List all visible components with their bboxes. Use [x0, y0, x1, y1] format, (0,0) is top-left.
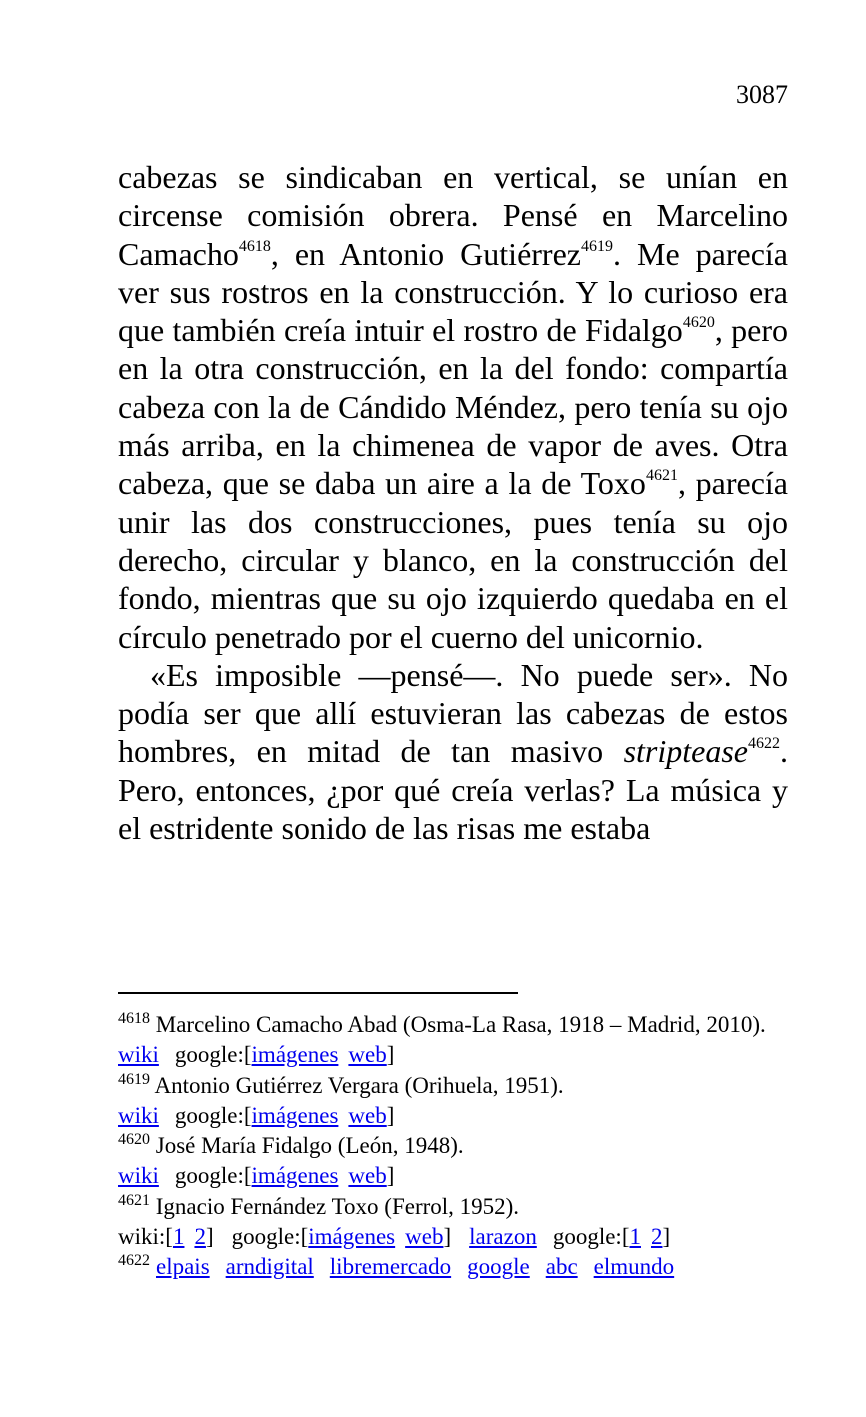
elpais-link[interactable]: elpais	[156, 1254, 210, 1280]
wiki-1-link[interactable]: 1	[172, 1224, 185, 1250]
wiki-link[interactable]: wiki	[118, 1163, 159, 1189]
footnote-ref-4620: 4620	[682, 314, 715, 332]
bracket-close: ]	[662, 1224, 671, 1250]
google-label: google:[	[552, 1224, 630, 1250]
images-link[interactable]: imágenes	[251, 1102, 339, 1128]
main-text	[118, 158, 788, 847]
footnote-number: 4618	[118, 1010, 150, 1027]
footnote-number: 4622	[118, 1252, 150, 1270]
wiki-label: wiki:[	[118, 1224, 173, 1250]
paragraph-1	[118, 158, 788, 656]
google-label: google:[	[174, 1102, 252, 1128]
footnote-number: 4620	[118, 1131, 150, 1149]
emphasis-striptease: striptease	[623, 733, 748, 770]
footnote-4618	[118, 1010, 788, 1040]
elmundo-link[interactable]: elmundo	[593, 1254, 675, 1280]
footnote-divider	[118, 992, 518, 994]
text-segment: . Pero, entonces, ¿por qué creía verlas? La música y el estridente sonido de las risas me estaba	[118, 733, 788, 847]
wiki-link[interactable]: wiki	[118, 1102, 159, 1128]
wiki-link[interactable]: wiki	[118, 1042, 159, 1068]
footnote-text: Marcelino Camacho Abad (Osma-La Rasa, 1918 – Madrid, 2010).	[150, 1012, 766, 1037]
larazon-link[interactable]: larazon	[469, 1224, 537, 1250]
google-label: google:[	[231, 1224, 309, 1250]
paragraph-2	[118, 656, 788, 847]
web-link[interactable]: web	[348, 1102, 387, 1128]
footnotes	[118, 1010, 788, 1283]
google-label: google:[	[174, 1163, 252, 1189]
images-link[interactable]: imágenes	[251, 1163, 339, 1189]
text-segment: , en Antonio Gutiérrez	[270, 235, 581, 272]
text-segment: «Es imposible ―pensé―. No puede ser». No podía ser que allí estuvieran las cabezas de estos hombres, en mitad de tan masivo	[118, 656, 788, 770]
footnote-4621	[118, 1192, 788, 1222]
bracket-close: ]	[386, 1042, 395, 1068]
footnote-number: 4619	[118, 1070, 150, 1088]
web-link[interactable]: web	[405, 1224, 444, 1250]
footnote-number: 4621	[118, 1191, 150, 1209]
bracket-close: ]	[443, 1224, 452, 1250]
footnote-ref-4621: 4621	[645, 467, 678, 485]
bracket-close: ]	[205, 1224, 214, 1250]
footnote-4618-links	[118, 1040, 788, 1070]
bracket-close: ]	[386, 1163, 395, 1189]
text-segment: , pero en la otra construcción, en la del fondo: compartía cabeza con la de Cándido Méndez, pero tenía su ojo más arriba, en la chimenea de vapor de aves. Otra cabeza, que se daba un aire a la de Toxo	[118, 312, 789, 502]
images-link[interactable]: imágenes	[308, 1224, 396, 1250]
footnote-4619	[118, 1071, 788, 1101]
footnote-ref-4618: 4618	[238, 237, 271, 255]
footnote-text: Ignacio Fernández Toxo (Ferrol, 1952).	[150, 1193, 520, 1219]
arndigital-link[interactable]: arndigital	[225, 1254, 314, 1280]
google-2-link[interactable]: 2	[650, 1224, 663, 1250]
page-number: 3087	[736, 80, 788, 109]
libremercado-link[interactable]: libremercado	[329, 1254, 452, 1280]
footnote-4622	[118, 1252, 788, 1282]
text-segment: , parecía unir las dos construcciones, pues tenía su ojo derecho, circular y blanco, en la construcción del fondo, mientras que su ojo izquierdo quedaba en el círculo penetrado por el cuerno del unicornio.	[118, 465, 789, 655]
footnote-4621-links	[118, 1222, 788, 1252]
footnote-4619-links	[118, 1101, 788, 1131]
footnote-text: José María Fidalgo (León, 1948).	[150, 1133, 464, 1159]
google-link[interactable]: google	[467, 1254, 530, 1280]
footnote-text: Antonio Gutiérrez Vergara (Orihuela, 1951).	[150, 1072, 564, 1098]
web-link[interactable]: web	[348, 1163, 387, 1189]
abc-link[interactable]: abc	[545, 1254, 578, 1280]
footnote-ref-4622: 4622	[748, 735, 780, 753]
text-segment: cabezas se sindicaban en vertical, se unían en circense comisión obrera. Pensé en Marcelino Camacho	[118, 159, 788, 272]
footnote-4620-links	[118, 1161, 788, 1191]
footnote-ref-4619: 4619	[580, 237, 613, 255]
google-label: google:[	[174, 1042, 252, 1068]
images-link[interactable]: imágenes	[251, 1042, 339, 1068]
google-1-link[interactable]: 1	[629, 1224, 641, 1250]
footnote-4620	[118, 1131, 788, 1161]
bracket-close: ]	[386, 1102, 395, 1128]
wiki-2-link[interactable]: 2	[194, 1224, 206, 1250]
web-link[interactable]: web	[348, 1042, 387, 1068]
text-segment: . Me parecía ver sus rostros en la construcción. Y lo curioso era que también creía intuir el rostro de Fidalgo	[118, 235, 788, 349]
